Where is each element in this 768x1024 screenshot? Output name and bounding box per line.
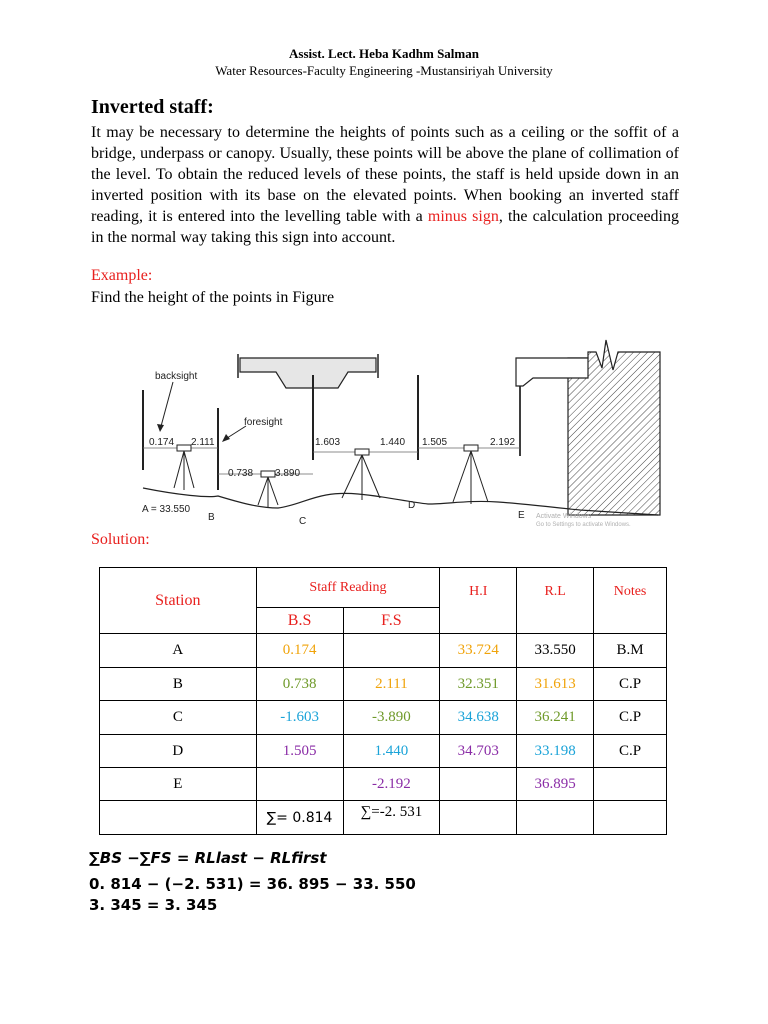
label-backsight: backsight <box>155 371 198 382</box>
reading-2: 2.111 <box>191 437 215 448</box>
cell-rl: 36.895 <box>517 768 594 801</box>
paragraph-text-2: , the calculation proceeding in the normal way taking this sign into account. <box>91 208 680 246</box>
levelling-figure <box>118 330 680 534</box>
reading-7: 1.505 <box>422 437 448 448</box>
cell-bs: 0.174 <box>256 634 343 668</box>
cell-hi: 33.724 <box>440 634 517 668</box>
table-row <box>100 701 667 735</box>
label-d: D <box>408 500 416 511</box>
section-paragraph <box>91 122 679 248</box>
example-text: Find the height of the points in Figure <box>91 289 335 306</box>
cell-station: E <box>100 768 257 801</box>
equation-line-3: 3. 345 = 3. 345 <box>89 896 218 914</box>
cell-notes: C.P <box>594 668 667 701</box>
cell-sum-bs: ∑= 0.814 <box>256 801 343 835</box>
cell-sum-fs: ∑=-2. 531 <box>343 801 440 835</box>
cell-empty <box>100 801 257 835</box>
levelling-table <box>99 567 667 835</box>
cell-notes: C.P <box>594 701 667 735</box>
table-row <box>100 634 667 668</box>
cell-station: A <box>100 634 257 668</box>
cell-hi: 34.638 <box>440 701 517 735</box>
watermark-line-1: Activate Windows <box>536 513 592 520</box>
header-affiliation: Water Resources-Faculty Engineering -Mustansiriyah University <box>215 63 553 78</box>
reading-4: 3.890 <box>275 468 301 479</box>
cell-fs: -2.192 <box>343 768 440 801</box>
cell-rl: 33.198 <box>517 735 594 768</box>
label-e: E <box>518 510 525 521</box>
cell-rl: 33.550 <box>517 634 594 668</box>
table-row <box>100 768 667 801</box>
table-sum-row <box>100 801 667 835</box>
header-rl: R.L <box>517 568 594 634</box>
reading-3: 0.738 <box>228 468 254 479</box>
header-staff-reading: Staff Reading <box>256 568 440 608</box>
cell-hi <box>440 768 517 801</box>
reading-5: 1.603 <box>315 437 341 448</box>
table-row <box>100 668 667 701</box>
reading-6: 1.440 <box>380 437 406 448</box>
cell-bs <box>256 768 343 801</box>
table-header-row <box>100 568 667 608</box>
cell-bs: -1.603 <box>256 701 343 735</box>
equation-line-2: 0. 814 − (−2. 531) = 36. 895 − 33. 550 <box>89 875 416 893</box>
cell-fs: 2.111 <box>343 668 440 701</box>
cell-empty <box>440 801 517 835</box>
reading-1: 0.174 <box>149 437 175 448</box>
cell-station: B <box>100 668 257 701</box>
cell-hi: 34.703 <box>440 735 517 768</box>
table-row <box>100 735 667 768</box>
cell-rl: 36.241 <box>517 701 594 735</box>
cell-bs: 1.505 <box>256 735 343 768</box>
cell-bs: 0.738 <box>256 668 343 701</box>
label-foresight: foresight <box>244 417 283 428</box>
header-bs: B.S <box>256 608 343 634</box>
label-c: C <box>299 516 307 527</box>
section-title: Inverted staff: <box>91 96 214 118</box>
watermark-line-2: Go to Settings to activate Windows. <box>536 522 631 528</box>
label-a: A = 33.550 <box>142 504 191 515</box>
cell-notes <box>594 768 667 801</box>
cell-notes: B.M <box>594 634 667 668</box>
cell-rl: 31.613 <box>517 668 594 701</box>
cell-fs: 1.440 <box>343 735 440 768</box>
cell-empty <box>594 801 667 835</box>
cell-fs <box>343 634 440 668</box>
solution-label: Solution: <box>91 531 150 548</box>
paragraph-highlight: minus sign <box>427 208 499 225</box>
cell-station: D <box>100 735 257 768</box>
header-notes: Notes <box>594 568 667 634</box>
header-hi: H.I <box>440 568 517 634</box>
reading-8: 2.192 <box>490 437 516 448</box>
cell-station: C <box>100 701 257 735</box>
equation-line-1: ∑BS −∑FS = RLlast − RLfirst <box>89 849 327 867</box>
header-fs: F.S <box>343 608 440 634</box>
cell-notes: C.P <box>594 735 667 768</box>
cell-empty <box>517 801 594 835</box>
header-author: Assist. Lect. Heba Kadhm Salman <box>289 46 479 61</box>
cell-fs: -3.890 <box>343 701 440 735</box>
label-b: B <box>208 512 215 523</box>
paragraph-text-1: It may be necessary to determine the heights of points such as a ceiling or the soffit of a bridge, underpass or canopy. Usually, these points will be above the plane of collimation of the level. To obtain the reduced levels of these points, the staff is held upside down in an inverted position with its base on the elevated points. When booking an inverted staff reading, it is entered into the levelling table with a <box>91 124 679 225</box>
example-label: Example: <box>91 267 153 284</box>
header-station: Station <box>100 568 257 634</box>
cell-hi: 32.351 <box>440 668 517 701</box>
